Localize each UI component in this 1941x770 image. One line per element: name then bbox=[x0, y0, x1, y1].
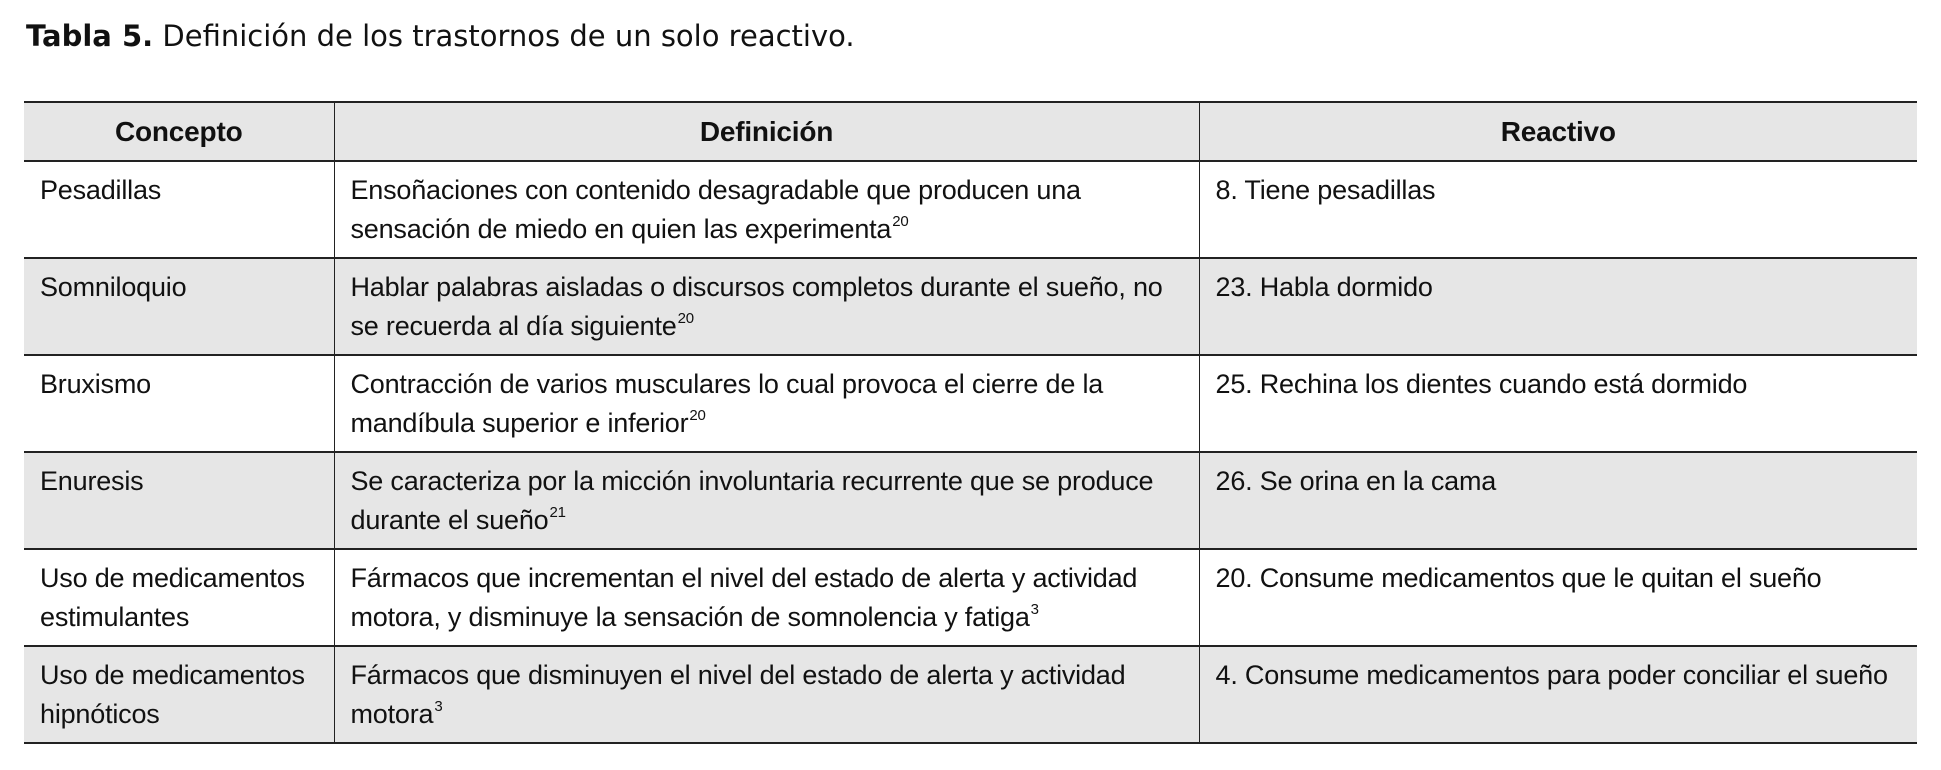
definition-text: Hablar palabras aisladas o discursos completos durante el sueño, no se recuerda al día siguiente bbox=[350, 272, 1163, 341]
reference-superscript: 3 bbox=[434, 698, 443, 715]
concept-cell: Bruxismo bbox=[24, 355, 334, 452]
reference-superscript: 20 bbox=[892, 213, 909, 230]
concept-cell: Enuresis bbox=[24, 452, 334, 549]
definition-text: Contracción de varios musculares lo cual provoca el cierre de la mandíbula superior e inferior bbox=[350, 369, 1104, 438]
table-caption-label: Tabla 5. bbox=[26, 19, 154, 53]
table-row bbox=[24, 161, 1917, 258]
definition-cell bbox=[334, 355, 1199, 452]
item-cell: 20. Consume medicamentos que le quitan el sueño bbox=[1199, 549, 1917, 646]
definition-text: Se caracteriza por la micción involuntaria recurrente que se produce durante el sueño bbox=[350, 466, 1154, 535]
definition-text: Fármacos que incrementan el nivel del estado de alerta y actividad motora, y disminuye la sensación de somnolencia y fatiga bbox=[350, 563, 1138, 632]
definition-cell bbox=[334, 646, 1199, 743]
definition-cell bbox=[334, 549, 1199, 646]
reference-superscript: 3 bbox=[1030, 601, 1039, 618]
definition-cell bbox=[334, 258, 1199, 355]
concept-cell: Uso de medicamentos hipnóticos bbox=[24, 646, 334, 743]
concept-cell: Uso de medicamentos estimulantes bbox=[24, 549, 334, 646]
table-row bbox=[24, 646, 1917, 743]
definition-text: Ensoñaciones con contenido desagradable que producen una sensación de miedo en quien las experimenta bbox=[350, 175, 1081, 244]
table-row bbox=[24, 258, 1917, 355]
table-row bbox=[24, 452, 1917, 549]
column-header-reactivo: Reactivo bbox=[1199, 102, 1917, 161]
item-cell: 25. Rechina los dientes cuando está dormido bbox=[1199, 355, 1917, 452]
definition-cell bbox=[334, 452, 1199, 549]
definition-cell bbox=[334, 161, 1199, 258]
table-row bbox=[24, 549, 1917, 646]
item-cell: 23. Habla dormido bbox=[1199, 258, 1917, 355]
reference-superscript: 20 bbox=[677, 310, 694, 327]
table-caption-text: Definición de los trastornos de un solo reactivo. bbox=[162, 19, 855, 53]
item-cell: 8. Tiene pesadillas bbox=[1199, 161, 1917, 258]
concept-cell: Pesadillas bbox=[24, 161, 334, 258]
concept-cell: Somniloquio bbox=[24, 258, 334, 355]
table-row bbox=[24, 355, 1917, 452]
reference-superscript: 21 bbox=[549, 504, 566, 521]
item-cell: 26. Se orina en la cama bbox=[1199, 452, 1917, 549]
reference-superscript: 20 bbox=[689, 407, 706, 424]
definition-text: Fármacos que disminuyen el nivel del estado de alerta y actividad motora bbox=[350, 660, 1126, 729]
column-header-definicion: Definición bbox=[334, 102, 1199, 161]
definitions-table bbox=[24, 101, 1917, 744]
table-caption bbox=[26, 14, 855, 58]
item-cell: 4. Consume medicamentos para poder conciliar el sueño bbox=[1199, 646, 1917, 743]
column-header-concepto: Concepto bbox=[24, 102, 334, 161]
table-header-row bbox=[24, 102, 1917, 161]
